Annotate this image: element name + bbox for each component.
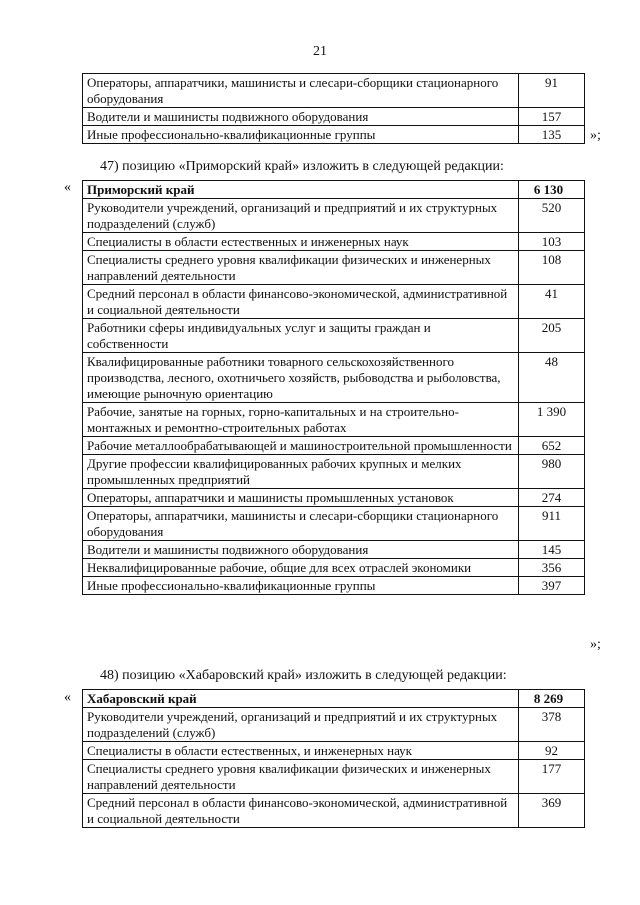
- region-total: 8 269: [519, 690, 585, 708]
- region-name: Хабаровский край: [83, 690, 519, 708]
- row-label: Операторы, аппаратчики и машинисты промышленных установок: [83, 489, 519, 507]
- row-value: 652: [519, 437, 585, 455]
- table-row: [83, 126, 585, 144]
- row-label: Водители и машинисты подвижного оборудования: [83, 541, 519, 559]
- row-label: Операторы, аппаратчики, машинисты и слесари-сборщики стационарного оборудования: [83, 74, 519, 108]
- table-row: [83, 353, 585, 403]
- row-value: 980: [519, 455, 585, 489]
- row-value: 177: [519, 760, 585, 794]
- table-row: [83, 760, 585, 794]
- table-row: [83, 577, 585, 595]
- row-value: 369: [519, 794, 585, 828]
- table-header-row: [83, 181, 585, 199]
- row-value: 378: [519, 708, 585, 742]
- row-value: 520: [519, 199, 585, 233]
- row-value: 41: [519, 285, 585, 319]
- row-label: Руководители учреждений, организаций и предприятий и их структурных подразделений (служб): [83, 199, 519, 233]
- row-label: Специалисты среднего уровня квалификации физических и инженерных направлений деятельности: [83, 760, 519, 794]
- row-label: Рабочие металлообрабатывающей и машиностроительной промышленности: [83, 437, 519, 455]
- row-value: 1 390: [519, 403, 585, 437]
- table-header-row: [83, 690, 585, 708]
- row-label: Средний персонал в области финансово-экономической, административной и социальной деятельности: [83, 285, 519, 319]
- row-label: Специалисты в области естественных, и инженерных наук: [83, 742, 519, 760]
- table-row: [83, 559, 585, 577]
- table-row: [83, 742, 585, 760]
- table-row: [83, 251, 585, 285]
- region-total: 6 130: [519, 181, 585, 199]
- row-label: Иные профессионально-квалификационные группы: [83, 577, 519, 595]
- row-value: 205: [519, 319, 585, 353]
- row-label: Руководители учреждений, организаций и предприятий и их структурных подразделений (служб): [83, 708, 519, 742]
- row-value: 48: [519, 353, 585, 403]
- page-number: 21: [313, 44, 327, 59]
- row-value: 356: [519, 559, 585, 577]
- row-value: 91: [519, 74, 585, 108]
- paragraph-48: 48) позицию «Хабаровский край» изложить в следующей редакции:: [100, 668, 507, 683]
- row-value: 274: [519, 489, 585, 507]
- row-value: 397: [519, 577, 585, 595]
- row-label: Операторы, аппаратчики, машинисты и слесари-сборщики стационарного оборудования: [83, 507, 519, 541]
- row-value: 145: [519, 541, 585, 559]
- row-value: 911: [519, 507, 585, 541]
- table-row: [83, 199, 585, 233]
- table-row: [83, 541, 585, 559]
- opening-quote: «: [64, 180, 71, 195]
- row-label: Водители и машинисты подвижного оборудования: [83, 108, 519, 126]
- paragraph-47: 47) позицию «Приморский край» изложить в следующей редакции:: [100, 159, 504, 174]
- table-row: [83, 489, 585, 507]
- table-row: [83, 319, 585, 353]
- row-label: Иные профессионально-квалификационные группы: [83, 126, 519, 144]
- row-label: Работники сферы индивидуальных услуг и защиты граждан и собственности: [83, 319, 519, 353]
- row-label: Другие профессии квалифицированных рабочих крупных и мелких промышленных предприятий: [83, 455, 519, 489]
- table-row: [83, 708, 585, 742]
- region-name: Приморский край: [83, 181, 519, 199]
- table-primorsky: [82, 180, 585, 595]
- table-khabarovsk: [82, 689, 585, 828]
- opening-quote: «: [64, 690, 71, 705]
- table-row: [83, 403, 585, 437]
- table-row: [83, 437, 585, 455]
- table-row: [83, 794, 585, 828]
- row-label: Средний персонал в области финансово-экономической, административной и социальной деятельности: [83, 794, 519, 828]
- row-label: Рабочие, занятые на горных, горно-капитальных и на строительно-монтажных и ремонтно-строительных работах: [83, 403, 519, 437]
- row-value: 92: [519, 742, 585, 760]
- row-label: Специалисты среднего уровня квалификации физических и инженерных направлений деятельности: [83, 251, 519, 285]
- table-row: [83, 233, 585, 251]
- closing-quote: »;: [590, 637, 601, 652]
- closing-quote: »;: [590, 128, 601, 143]
- table-row: [83, 285, 585, 319]
- row-value: 157: [519, 108, 585, 126]
- row-value: 103: [519, 233, 585, 251]
- row-label: Квалифицированные работники товарного сельскохозяйственного производства, лесного, охотничьего хозяйств, рыбоводства и рыболовства, имеющие рыночную ориентацию: [83, 353, 519, 403]
- table-row: [83, 74, 585, 108]
- table-row: [83, 455, 585, 489]
- table-row: [83, 507, 585, 541]
- row-value: 135: [519, 126, 585, 144]
- table-continuation: [82, 73, 585, 144]
- row-value: 108: [519, 251, 585, 285]
- row-label: Неквалифицированные рабочие, общие для всех отраслей экономики: [83, 559, 519, 577]
- row-label: Специалисты в области естественных и инженерных наук: [83, 233, 519, 251]
- table-row: [83, 108, 585, 126]
